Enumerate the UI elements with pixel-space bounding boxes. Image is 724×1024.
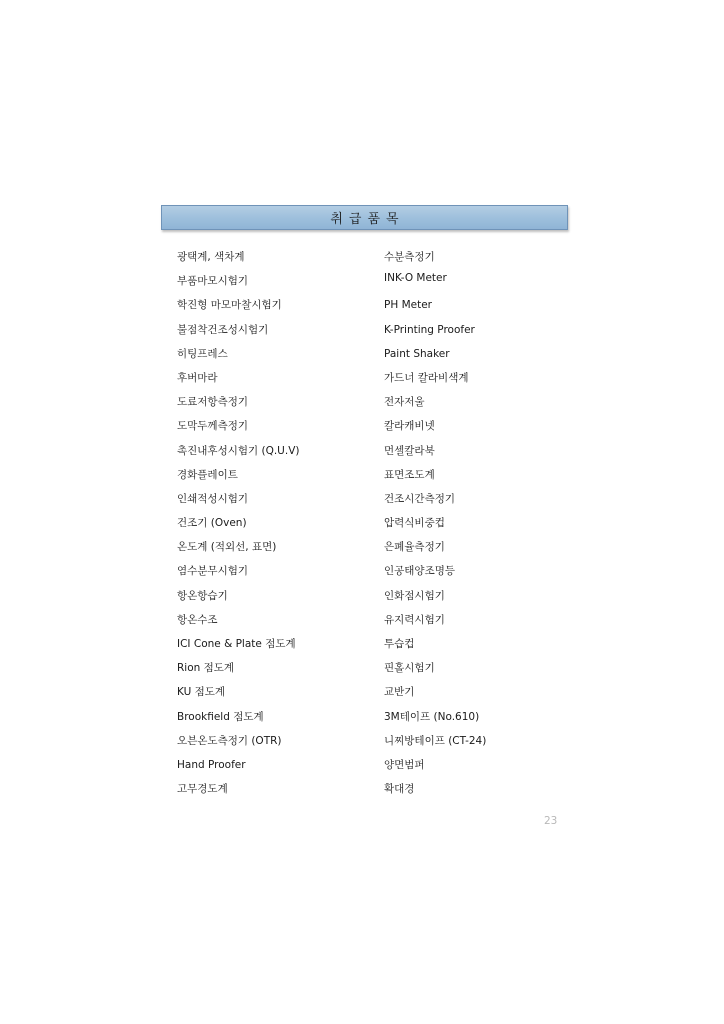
section-header-bar [161, 205, 568, 230]
list-item: 오븐온도측정기 (OTR) [177, 734, 282, 747]
list-item: 양면범퍼 [384, 758, 425, 771]
list-item: ICI Cone & Plate 점도계 [177, 638, 296, 650]
item-list-right [384, 248, 564, 804]
list-item: 압력식비중컵 [384, 517, 445, 530]
list-item: INK-O Meter [384, 272, 447, 285]
list-item: 교반기 [384, 686, 415, 699]
list-item: 항온수조 [177, 613, 218, 626]
list-item: 핀홀시험기 [384, 662, 435, 675]
list-item: 수분측정기 [384, 251, 435, 263]
list-item: Paint Shaker [384, 347, 450, 360]
list-item: 표면조도계 [384, 468, 435, 481]
list-item: KU 점도계 [177, 686, 226, 699]
list-item: 전자저울 [384, 396, 425, 409]
item-list-left [177, 248, 367, 804]
list-item: Rion 점도계 [177, 662, 235, 675]
list-item: 항온항습기 [177, 589, 228, 602]
list-item: 경화플레이트 [177, 468, 238, 481]
list-item: 건조기 (Oven) [177, 517, 247, 530]
section-title: 취급품목 [330, 212, 405, 227]
list-item: 인화점시험기 [384, 589, 445, 602]
list-item: 인쇄적성시험기 [177, 492, 249, 505]
list-item: 부품마모시험기 [177, 275, 249, 288]
list-item: 유지력시험기 [384, 613, 445, 626]
list-item: 인공태양조명등 [384, 565, 456, 578]
list-item: 고무경도계 [177, 783, 228, 796]
list-item: 건조시간측정기 [384, 492, 456, 505]
list-item: 학진형 마모마찰시험기 [177, 299, 282, 312]
list-item: 투습컵 [384, 638, 415, 650]
list-item: Hand Proofer [177, 758, 246, 771]
list-item: 확대경 [384, 783, 415, 796]
list-item: 촉진내후성시험기 (Q.U.V) [177, 444, 300, 457]
list-item: 먼셀칼라북 [384, 444, 435, 457]
list-item: 칼라캐비넷 [384, 420, 435, 433]
list-item: 후버마라 [177, 371, 218, 384]
list-item: 3M테이프 (No.610) [384, 710, 480, 723]
list-item: Brookfield 점도계 [177, 710, 264, 723]
list-item: 히팅프레스 [177, 347, 228, 360]
list-item: 도막두께측정기 [177, 420, 249, 433]
list-item: 도료저항측정기 [177, 396, 249, 409]
list-item: K-Printing Proofer [384, 323, 475, 336]
list-item: 니찌방테이프 (CT-24) [384, 734, 487, 747]
list-item: 가드너 칼라비색계 [384, 371, 469, 384]
page-number: 23 [544, 815, 558, 827]
list-item: 온도계 (적외선, 표면) [177, 541, 277, 554]
list-item: 염수분무시험기 [177, 565, 249, 578]
list-item: 은폐율측정기 [384, 541, 445, 554]
list-item: PH Meter [384, 299, 432, 312]
list-item: 불점착건조성시험기 [177, 323, 269, 336]
list-item: 광택계, 색차계 [177, 251, 245, 263]
